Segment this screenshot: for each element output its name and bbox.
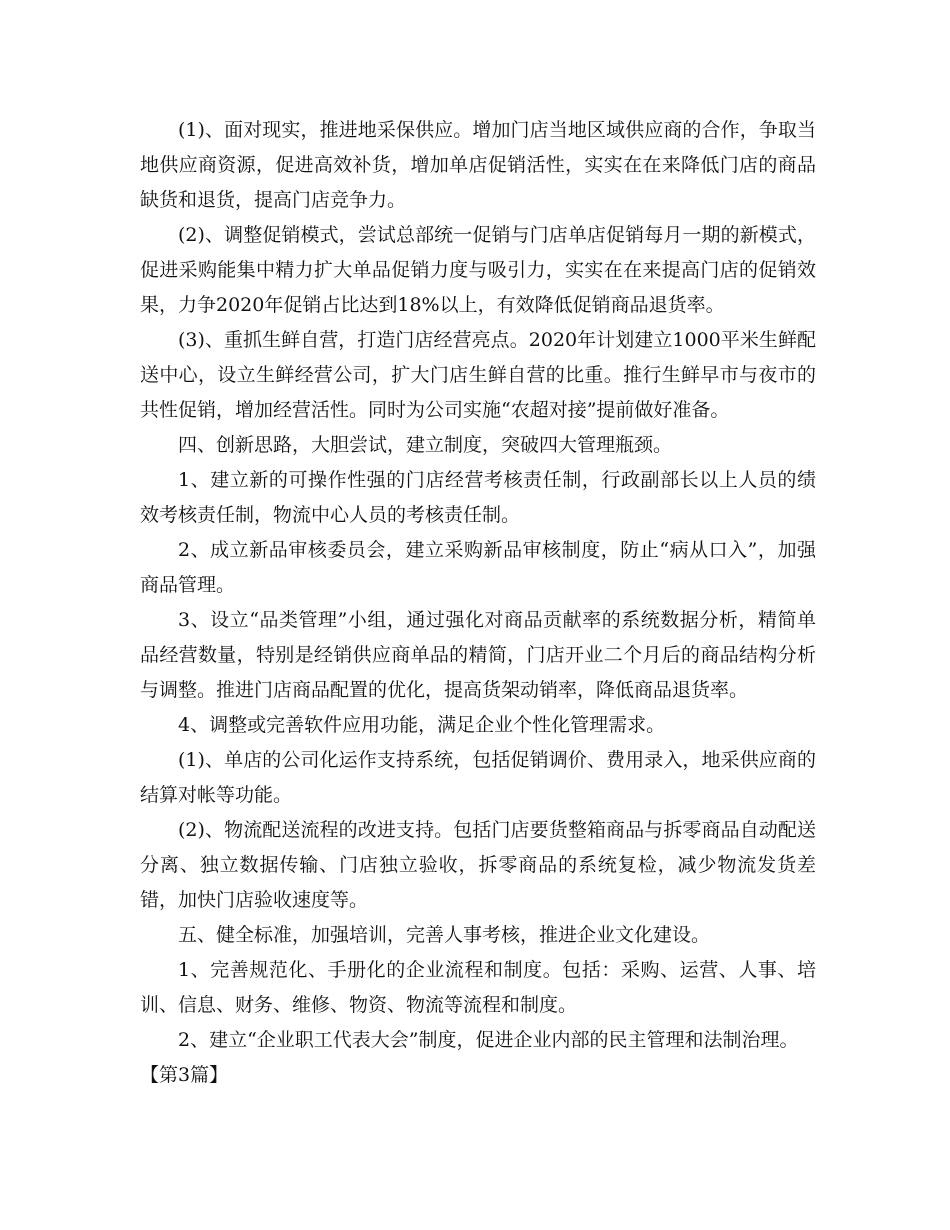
paragraph-6: 2、成立新品审核委员会，建立采购新品审核制度，防止“病从口入”，加强商品管理。 xyxy=(140,539,816,596)
section-heading: 【第3篇】 xyxy=(140,1064,229,1086)
paragraph-4: 四、创新思路，大胆尝试，建立制度，突破四大管理瓶颈。 xyxy=(178,434,673,456)
paragraph-11: 五、健全标准，加强培训，完善人事考核，推进企业文化建设。 xyxy=(178,924,711,946)
paragraph-13: 2、建立“企业职工代表大会”制度，促进企业内部的民主管理和法制治理。 xyxy=(178,1029,799,1051)
paragraph-7: 3、设立“品类管理”小组，通过强化对商品贡献率的系统数据分析，精简单品经营数量，特别是经销供应商单品的精简，门店开业二个月后的商品结构分析与调整。推进门店商品配置的优化，提高货架动销率，降低商品退货率。 xyxy=(140,609,816,701)
paragraph-12: 1、完善规范化、手册化的企业流程和制度。包括：采购、运营、人事、培训、信息、财务、维修、物资、物流等流程和制度。 xyxy=(140,959,816,1016)
paragraph-8: 4、调整或完善软件应用功能，满足企业个性化管理需求。 xyxy=(178,714,666,736)
paragraph-3: (3)、重抓生鲜自营，打造门店经营亮点。2020年计划建立1000平米生鲜配送中心，设立生鲜经营公司，扩大门店生鲜自营的比重。推行生鲜早市与夜市的共性促销，增加经营活性。同时为公司实施“农超对接”提前做好准备。 xyxy=(140,329,816,421)
paragraph-10: (2)、物流配送流程的改进支持。包括门店要货整箱商品与拆零商品自动配送分离、独立数据传输、门店独立验收，拆零商品的系统复检，减少物流发货差错，加快门店验收速度等。 xyxy=(140,819,816,911)
paragraph-5: 1、建立新的可操作性强的门店经营考核责任制，行政副部长以上人员的绩效考核责任制，物流中心人员的考核责任制。 xyxy=(140,469,816,526)
document-body xyxy=(140,113,816,1093)
paragraph-2: (2)、调整促销模式，尝试总部统一促销与门店单店促销每月一期的新模式，促进采购能集中精力扩大单品促销力度与吸引力，实实在在来提高门店的促销效果，力争2020年促销占比达到18%以上，有效降低促销商品退货率。 xyxy=(140,224,816,316)
paragraph-1: (1)、面对现实，推进地采保供应。增加门店当地区域供应商的合作，争取当地供应商资源，促进高效补货，增加单店促销活性，实实在在来降低门店的商品缺货和退货，提高门店竞争力。 xyxy=(140,119,816,211)
paragraph-9: (1)、单店的公司化运作支持系统，包括促销调价、费用录入，地采供应商的结算对帐等功能。 xyxy=(140,749,816,806)
